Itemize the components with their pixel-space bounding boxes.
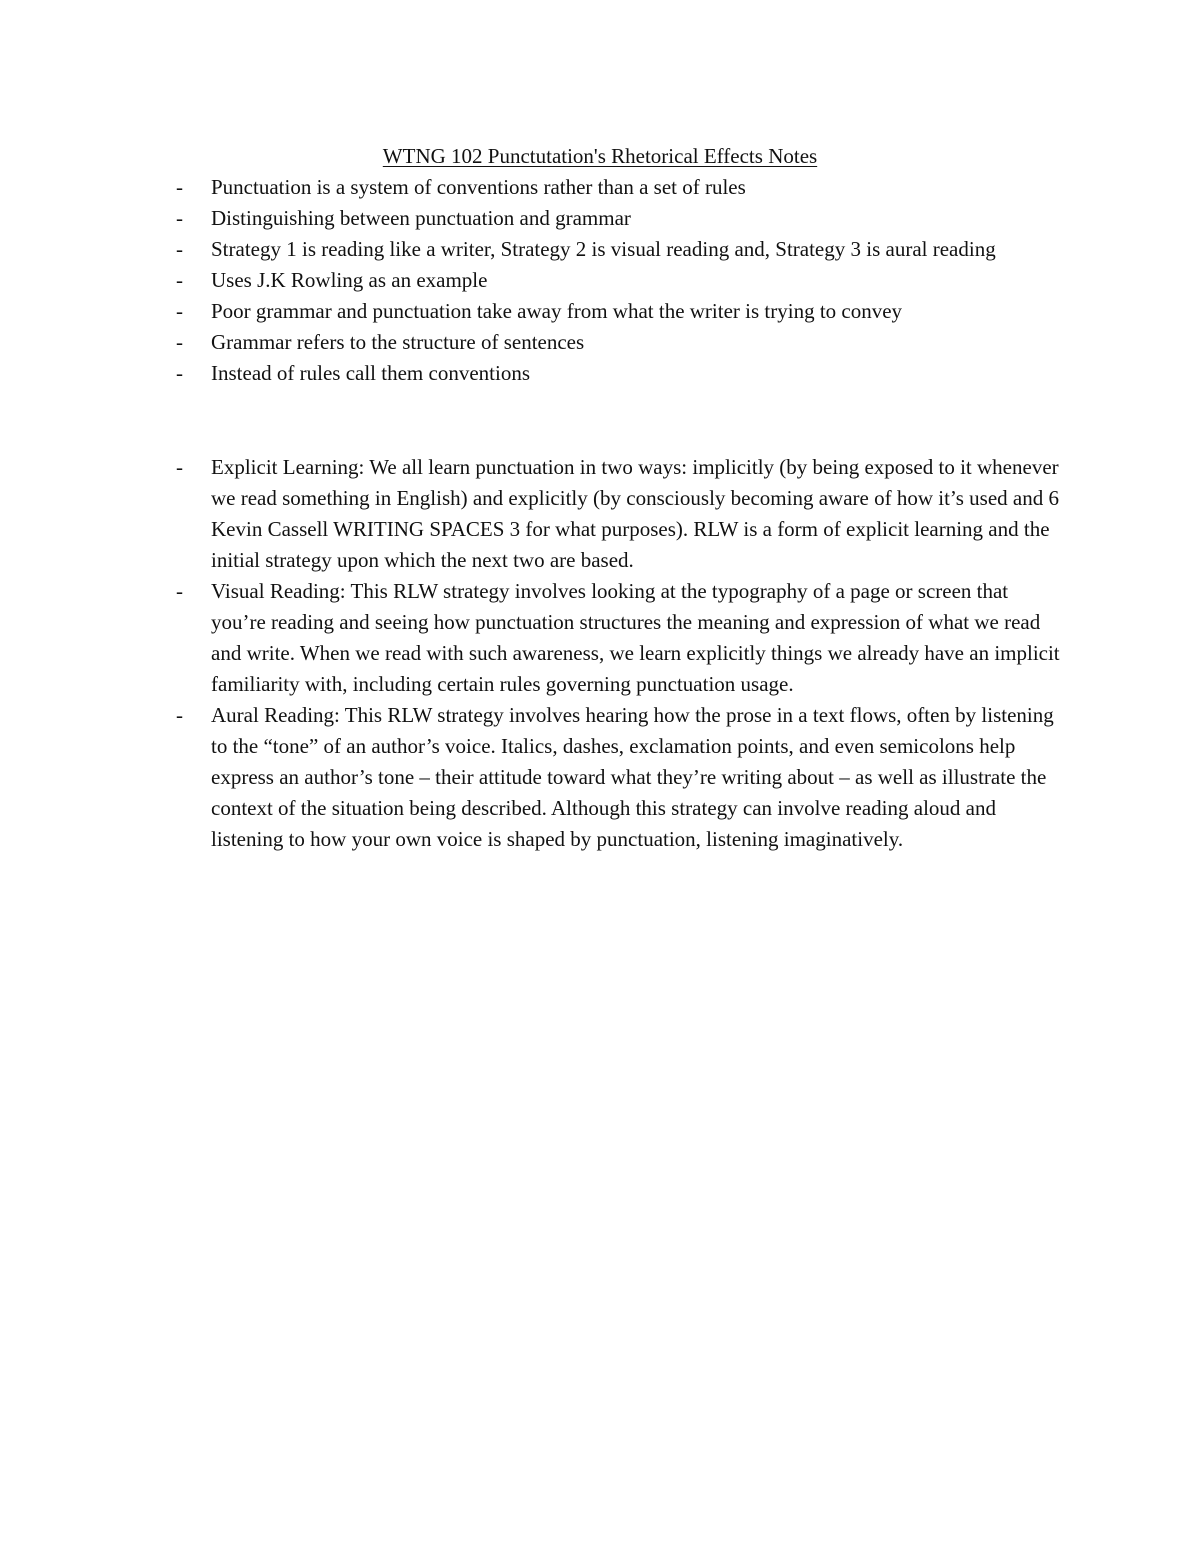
bullet-dash: - — [176, 299, 183, 323]
note-text: Explicit Learning: We all learn punctuation in two ways: implicitly (by being exposed to it whenever we read something in English) and explicitly (by consciously becoming aware of how it’s used and 6 Kevin Cassell WRITING SPACES 3 for what purposes). RLW is a form of explicit learning and the initial strategy upon which the next two are based. — [211, 455, 1059, 572]
note-text: Aural Reading: This RLW strategy involves hearing how the prose in a text flows, often by listening to the “tone” of an author’s voice. Italics, dashes, exclamation points, and even semicolons help express an author’s tone – their attitude toward what they’re writing about – as well as illustrate the context of the situation being described. Although this strategy can involve reading aloud and listening to how your own voice is shaped by punctuation, listening imaginatively. — [211, 703, 1054, 851]
list-item — [0, 327, 1061, 358]
note-text: Poor grammar and punctuation take away from what the writer is trying to convey — [211, 299, 903, 323]
list-item — [0, 576, 1061, 700]
list-item — [0, 452, 1061, 576]
bullet-dash: - — [176, 206, 183, 230]
notes-list-strategies — [0, 452, 1200, 855]
bullet-dash: - — [176, 361, 183, 385]
list-item — [0, 265, 1061, 296]
bullet-dash: - — [176, 579, 183, 603]
note-text: Distinguishing between punctuation and grammar — [211, 206, 631, 230]
note-text: Grammar refers to the structure of sentences — [211, 330, 585, 354]
list-item — [0, 358, 1061, 389]
bullet-dash: - — [176, 330, 183, 354]
list-item — [0, 700, 1061, 855]
list-item — [0, 296, 1061, 327]
note-text: Uses J.K Rowling as an example — [211, 268, 488, 292]
bullet-dash: - — [176, 703, 183, 727]
bullet-dash: - — [176, 455, 183, 479]
note-text: Instead of rules call them conventions — [211, 361, 530, 385]
list-item — [0, 203, 1061, 234]
notes-list-summary — [0, 172, 1200, 389]
bullet-dash: - — [176, 175, 183, 199]
note-text: Strategy 1 is reading like a writer, Strategy 2 is visual reading and, Strategy 3 is aural reading — [211, 237, 996, 261]
list-item — [0, 234, 1061, 265]
document-title: WTNG 102 Punctutation's Rhetorical Effects Notes — [382, 144, 818, 168]
bullet-dash: - — [176, 237, 183, 261]
bullet-dash: - — [176, 268, 183, 292]
note-text: Punctuation is a system of conventions rather than a set of rules — [211, 175, 746, 199]
note-text: Visual Reading: This RLW strategy involves looking at the typography of a page or screen that you’re reading and seeing how punctuation structures the meaning and expression of what we read and write. When we read with such awareness, we learn explicitly things we already have an implicit familiarity with, including certain rules governing punctuation usage. — [211, 579, 1060, 696]
list-item — [0, 172, 1061, 203]
